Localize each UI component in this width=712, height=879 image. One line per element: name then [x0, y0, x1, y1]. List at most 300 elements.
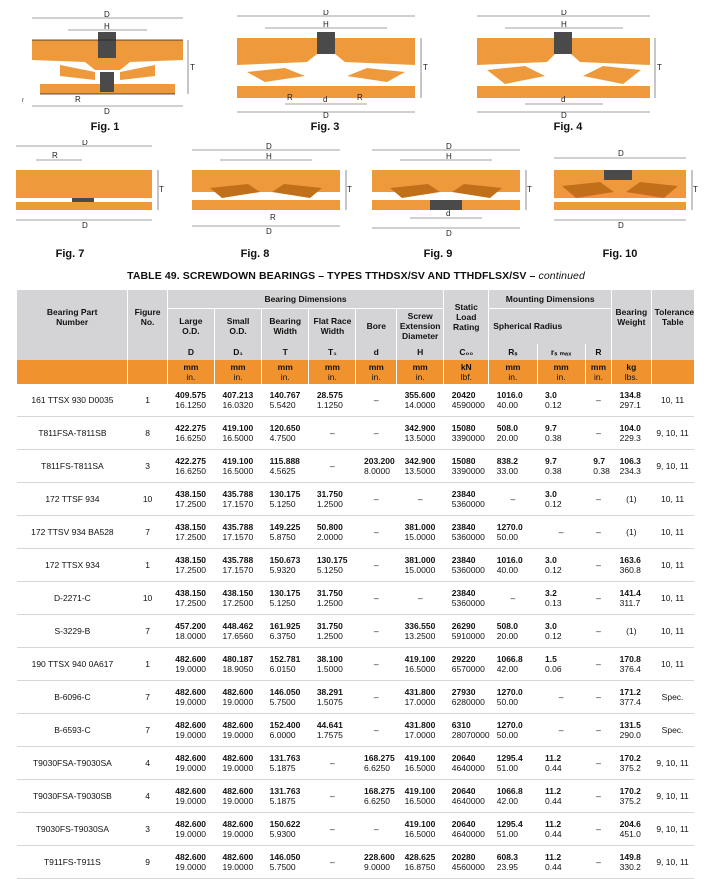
unit-cell: mm in. [262, 360, 309, 384]
svg-text:R: R [270, 213, 276, 222]
cell-rs: 11.2 0.44 [537, 846, 585, 879]
svg-text:T: T [159, 185, 164, 194]
svg-text:d: d [323, 95, 328, 104]
figure-3-drawing [225, 10, 430, 118]
cell-T: 131.763 5.1875 [262, 747, 309, 780]
cell-kg: 163.6 360.8 [612, 549, 651, 582]
figure-number: 4 [128, 780, 167, 813]
figure-number: 10 [128, 483, 167, 516]
cell-D1: 435.788 17.1570 [214, 516, 261, 549]
sym-R: R [585, 344, 611, 360]
cell-H: – [397, 483, 444, 516]
cell-kg: (1) [612, 516, 651, 549]
cell-H: 381.000 15.0000 [397, 516, 444, 549]
svg-text:D: D [561, 10, 567, 17]
cell-d: – [356, 813, 397, 846]
unit-cell: mm in. [489, 360, 537, 384]
unit-cell: mm in. [537, 360, 585, 384]
figure-7-drawing [2, 140, 170, 240]
tolerance-table: 10, 11 [651, 549, 694, 582]
cell-rs: 3.0 0.12 [537, 384, 585, 417]
cell-D: 409.575 16.1250 [167, 384, 214, 417]
table-row [17, 714, 694, 747]
unit-cell: mm in. [356, 360, 397, 384]
figure-7-caption: Fig. 7 [55, 248, 85, 260]
table-row [17, 384, 694, 417]
cell-R: – [585, 549, 611, 582]
cell-rs: 3.0 0.12 [537, 483, 585, 516]
cell-T: 140.767 5.5420 [262, 384, 309, 417]
cell-d: – [356, 648, 397, 681]
cell-Rs: 1016.0 40.00 [489, 549, 537, 582]
unit-cell: mm in. [397, 360, 444, 384]
cell-Rs: 1295.4 51.00 [489, 747, 537, 780]
col-header-weight: Bearing Weight [612, 290, 651, 344]
bearing-table [17, 290, 694, 879]
col-header-flat-race-width: Flat Race Width [309, 308, 356, 344]
cell-T1: 50.800 2.0000 [309, 516, 356, 549]
tolerance-table: 10, 11 [651, 648, 694, 681]
svg-text:D: D [323, 111, 329, 118]
cell-Rs: 1066.8 42.00 [489, 648, 537, 681]
tolerance-table: 9, 10, 11 [651, 813, 694, 846]
figure-number: 1 [128, 648, 167, 681]
svg-text:r: r [22, 98, 24, 104]
cell-R: – [585, 846, 611, 879]
cell-T1: – [309, 813, 356, 846]
cell-d: 203.200 8.0000 [356, 450, 397, 483]
cell-R: – [585, 813, 611, 846]
col-header-tolerance: Tolerance Table [654, 307, 695, 327]
cell-C: 23840 5360000 [444, 582, 489, 615]
svg-text:R: R [357, 93, 363, 102]
cell-D: 482.600 19.0000 [167, 714, 214, 747]
part-number: T9030FS-T9030SA [17, 813, 128, 846]
cell-C: 20640 4640000 [444, 780, 489, 813]
part-number: 190 TTSX 940 0A617 [17, 648, 128, 681]
figure-4-drawing [465, 10, 665, 118]
sym-C: C₀₀ [444, 344, 489, 360]
cell-T1: 31.750 1.2500 [309, 582, 356, 615]
part-number: B-6593-C [17, 714, 128, 747]
cell-D: 438.150 17.2500 [167, 549, 214, 582]
cell-H: 381.000 15.0000 [397, 549, 444, 582]
sym-T1: T₁ [309, 344, 356, 360]
sym-d: d [356, 344, 397, 360]
part-number: 161 TTSX 930 D0035 [17, 384, 128, 417]
cell-D1: 482.600 19.0000 [214, 714, 261, 747]
tolerance-table: 9, 10, 11 [651, 846, 694, 879]
cell-T1: 31.750 1.2500 [309, 615, 356, 648]
cell-C: 20640 4640000 [444, 747, 489, 780]
svg-text:D: D [618, 149, 624, 158]
tolerance-table: 10, 11 [651, 483, 694, 516]
figure-8-caption: Fig. 8 [240, 248, 270, 260]
cell-R: – [585, 483, 611, 516]
table-body [17, 384, 694, 879]
svg-text:T: T [693, 185, 698, 194]
cell-R: – [585, 747, 611, 780]
part-number: T9030FSA-T9030SB [17, 780, 128, 813]
table-row [17, 813, 694, 846]
cell-T1: 130.175 5.1250 [309, 549, 356, 582]
svg-text:T: T [190, 63, 195, 72]
cell-D1: 482.600 19.0000 [214, 681, 261, 714]
figure-4-caption: Fig. 4 [553, 121, 583, 133]
cell-d: – [356, 681, 397, 714]
dim-label-D: D [104, 10, 110, 19]
cell-R: – [585, 714, 611, 747]
col-header-bearing-width: Bearing Width [262, 308, 309, 344]
units-row [17, 360, 694, 384]
cell-T1: 28.575 1.1250 [309, 384, 356, 417]
tolerance-table: Spec. [651, 714, 694, 747]
figure-number: 7 [128, 615, 167, 648]
cell-D: 482.600 19.0000 [167, 813, 214, 846]
cell-kg: 106.3 234.3 [612, 450, 651, 483]
cell-T: 130.175 5.1250 [262, 483, 309, 516]
table-row [17, 681, 694, 714]
cell-Rs: – [489, 483, 537, 516]
col-header-small-od: Small O.D. [214, 308, 261, 344]
figure-3-caption: Fig. 3 [310, 121, 340, 133]
svg-text:H: H [323, 20, 329, 29]
cell-T: 152.400 6.0000 [262, 714, 309, 747]
cell-D1: 435.788 17.1570 [214, 549, 261, 582]
svg-text:d: d [446, 209, 451, 218]
cell-Rs: 838.2 33.00 [489, 450, 537, 483]
cell-D1: 482.600 19.0000 [214, 747, 261, 780]
cell-C: 27930 6280000 [444, 681, 489, 714]
col-header-part: Bearing Part Number [17, 290, 128, 344]
tolerance-table: 10, 11 [651, 384, 694, 417]
cell-C: 15080 3390000 [444, 450, 489, 483]
sym-D1: D₁ [214, 344, 261, 360]
cell-D1: 480.187 18.9050 [214, 648, 261, 681]
cell-T1: 44.641 1.7575 [309, 714, 356, 747]
part-number: D-2271-C [17, 582, 128, 615]
unit-cell [651, 360, 694, 384]
svg-text:D: D [104, 107, 110, 116]
part-number: 172 TTSV 934 BA528 [17, 516, 128, 549]
symbol-row [17, 344, 694, 360]
cell-T1: 38.100 1.5000 [309, 648, 356, 681]
svg-text:H: H [561, 20, 567, 29]
figure-number: 1 [128, 384, 167, 417]
part-number: 172 TTSX 934 [17, 549, 128, 582]
table-row [17, 450, 694, 483]
part-number: B-6096-C [17, 681, 128, 714]
cell-T: 146.050 5.7500 [262, 846, 309, 879]
part-number: T9030FSA-T9030SA [17, 747, 128, 780]
unit-cell: mm in. [585, 360, 611, 384]
svg-text:H: H [266, 152, 272, 161]
cell-rs: 3.0 0.12 [537, 549, 585, 582]
cell-d: – [356, 549, 397, 582]
cell-kg: (1) [612, 615, 651, 648]
cell-d: – [356, 582, 397, 615]
svg-text:d: d [561, 95, 566, 104]
group-header-mounting-dims: Mounting Dimensions [489, 290, 612, 308]
figure-8-drawing [180, 140, 355, 240]
cell-H: 342.900 13.5000 [397, 417, 444, 450]
cell-H: 419.100 16.5000 [397, 813, 444, 846]
cell-D: 422.275 16.6250 [167, 417, 214, 450]
cell-Rs: 508.0 20.00 [489, 615, 537, 648]
cell-T1: – [309, 780, 356, 813]
cell-rs: – [537, 516, 585, 549]
part-number: 172 TTSF 934 [17, 483, 128, 516]
cell-H: 431.800 17.0000 [397, 714, 444, 747]
tolerance-table: 9, 10, 11 [651, 450, 694, 483]
svg-text:D: D [82, 221, 88, 230]
cell-D: 482.600 19.0000 [167, 681, 214, 714]
table-row [17, 780, 694, 813]
figure-10-caption: Fig. 10 [602, 248, 638, 260]
table-row [17, 483, 694, 516]
col-header-figure: Figure No. [128, 290, 167, 344]
cell-D: 482.600 19.0000 [167, 846, 214, 879]
sym-T: T [262, 344, 309, 360]
cell-H: 431.800 17.0000 [397, 681, 444, 714]
cell-d: 228.600 9.0000 [356, 846, 397, 879]
svg-text:R: R [75, 95, 81, 104]
figure-1-drawing [20, 10, 195, 118]
figure-number: 7 [128, 681, 167, 714]
table-row [17, 549, 694, 582]
cell-T: 120.650 4.7500 [262, 417, 309, 450]
svg-text:H: H [104, 22, 110, 31]
table-row [17, 648, 694, 681]
cell-kg: 170.2 375.2 [612, 780, 651, 813]
figure-9-drawing [360, 140, 535, 240]
cell-Rs: 1016.0 40.00 [489, 384, 537, 417]
cell-H: 428.625 16.8750 [397, 846, 444, 879]
cell-T1: 38.291 1.5075 [309, 681, 356, 714]
cell-D: 438.150 17.2500 [167, 483, 214, 516]
table-title-main: TABLE 49. SCREWDOWN BEARINGS – TYPES TTHDSX/SV AND TTHDFLSX/SV – [127, 270, 536, 282]
cell-D: 438.150 17.2500 [167, 516, 214, 549]
cell-kg: 149.8 330.2 [612, 846, 651, 879]
cell-D: 438.150 17.2500 [167, 582, 214, 615]
cell-C: 15080 3390000 [444, 417, 489, 450]
cell-rs: – [537, 681, 585, 714]
cell-kg: 104.0 229.3 [612, 417, 651, 450]
unit-cell: mm in. [309, 360, 356, 384]
cell-Rs: 508.0 20.00 [489, 417, 537, 450]
col-header-large-od: Large O.D. [167, 308, 214, 344]
cell-C: 23840 5360000 [444, 516, 489, 549]
cell-R: – [585, 417, 611, 450]
cell-R: – [585, 648, 611, 681]
cell-D1: 419.100 16.5000 [214, 450, 261, 483]
group-header-bearing-dims: Bearing Dimensions [167, 290, 443, 308]
cell-rs: 9.7 0.38 [537, 450, 585, 483]
unit-cell: kg lbs. [612, 360, 651, 384]
cell-H: 355.600 14.0000 [397, 384, 444, 417]
cell-rs: 9.7 0.38 [537, 417, 585, 450]
sym-rs: rₛ ₘₐₓ [537, 344, 585, 360]
svg-text:R: R [287, 93, 293, 102]
cell-T1: 31.750 1.2500 [309, 483, 356, 516]
cell-rs: 3.2 0.13 [537, 582, 585, 615]
figure-number: 10 [128, 582, 167, 615]
col-header-spherical-radius: Spherical Radius [489, 308, 612, 344]
cell-D1: 482.600 19.0000 [214, 846, 261, 879]
cell-Rs: 1270.0 50.00 [489, 516, 537, 549]
cell-H: 419.100 16.5000 [397, 747, 444, 780]
cell-D1: 482.600 19.0000 [214, 813, 261, 846]
cell-kg: 171.2 377.4 [612, 681, 651, 714]
cell-C: 26290 5910000 [444, 615, 489, 648]
cell-T: 161.925 6.3750 [262, 615, 309, 648]
cell-T: 131.763 5.1875 [262, 780, 309, 813]
table-row [17, 615, 694, 648]
table-row [17, 747, 694, 780]
cell-C: 29220 6570000 [444, 648, 489, 681]
cell-T: 150.622 5.9300 [262, 813, 309, 846]
cell-T: 115.888 4.5625 [262, 450, 309, 483]
cell-R: – [585, 582, 611, 615]
cell-D: 482.600 19.0000 [167, 648, 214, 681]
table-row [17, 582, 694, 615]
part-number: T811FSA-T811SB [17, 417, 128, 450]
tolerance-table: 9, 10, 11 [651, 780, 694, 813]
cell-R: – [585, 780, 611, 813]
cell-D1: 419.100 16.5000 [214, 417, 261, 450]
sym-D: D [167, 344, 214, 360]
cell-C: 20640 4640000 [444, 813, 489, 846]
part-number: T811FS-T811SA [17, 450, 128, 483]
cell-R: 9.7 0.38 [585, 450, 611, 483]
cell-H: 342.900 13.5000 [397, 450, 444, 483]
cell-d: 168.275 6.6250 [356, 747, 397, 780]
svg-text:D: D [323, 10, 329, 17]
svg-text:D: D [446, 142, 452, 151]
cell-T1: – [309, 747, 356, 780]
cell-d: – [356, 714, 397, 747]
cell-T1: – [309, 846, 356, 879]
table-row [17, 516, 694, 549]
cell-D1: 438.150 17.2500 [214, 582, 261, 615]
tolerance-table: 9, 10, 11 [651, 747, 694, 780]
cell-D1: 482.600 19.0000 [214, 780, 261, 813]
cell-R: – [585, 615, 611, 648]
cell-T: 150.673 5.9320 [262, 549, 309, 582]
cell-D1: 435.788 17.1570 [214, 483, 261, 516]
table-row [17, 417, 694, 450]
figure-number: 1 [128, 549, 167, 582]
cell-T: 149.225 5.8750 [262, 516, 309, 549]
cell-d: – [356, 615, 397, 648]
col-header-bore: Bore [356, 308, 397, 344]
cell-R: – [585, 384, 611, 417]
table-title-continued: continued [538, 270, 585, 282]
cell-D: 422.275 16.6250 [167, 450, 214, 483]
cell-Rs: 1295.4 51.00 [489, 813, 537, 846]
cell-rs: 11.2 0.44 [537, 780, 585, 813]
part-number: S-3229-B [17, 615, 128, 648]
svg-text:D: D [266, 142, 272, 151]
table-title [0, 270, 712, 282]
sym-Rs: Rₛ [489, 344, 537, 360]
figure-number: 9 [128, 846, 167, 879]
cell-T: 146.050 5.7500 [262, 681, 309, 714]
cell-d: – [356, 516, 397, 549]
cell-Rs: 1270.0 50.00 [489, 714, 537, 747]
cell-Rs: 1066.8 42.00 [489, 780, 537, 813]
svg-text:T: T [423, 63, 428, 72]
cell-kg: 204.6 451.0 [612, 813, 651, 846]
figure-1-caption: Fig. 1 [90, 121, 120, 133]
part-number: T911FS-T911S [17, 846, 128, 879]
cell-C: 6310 28070000 [444, 714, 489, 747]
cell-D: 482.600 19.0000 [167, 747, 214, 780]
tolerance-table: Spec. [651, 681, 694, 714]
cell-T1: – [309, 450, 356, 483]
cell-D1: 407.213 16.0320 [214, 384, 261, 417]
cell-Rs: 608.3 23.95 [489, 846, 537, 879]
tolerance-table: 10, 11 [651, 516, 694, 549]
svg-text:R: R [52, 151, 58, 160]
cell-d: – [356, 483, 397, 516]
cell-R: – [585, 681, 611, 714]
cell-C: 23840 5360000 [444, 549, 489, 582]
figure-10-drawing [540, 140, 705, 240]
cell-D: 482.600 19.0000 [167, 780, 214, 813]
cell-C: 20280 4560000 [444, 846, 489, 879]
svg-text:D: D [618, 221, 624, 230]
svg-text:H: H [446, 152, 452, 161]
cell-H: 336.550 13.2500 [397, 615, 444, 648]
col-header-screw-ext: Screw Extension Diameter [397, 308, 444, 344]
cell-D: 457.200 18.0000 [167, 615, 214, 648]
cell-d: 168.275 6.6250 [356, 780, 397, 813]
svg-text:D: D [561, 111, 567, 118]
svg-text:D: D [82, 140, 88, 147]
svg-text:T: T [657, 63, 662, 72]
unit-cell: kN lbf. [444, 360, 489, 384]
cell-rs: 1.5 0.06 [537, 648, 585, 681]
cell-kg: 131.5 290.0 [612, 714, 651, 747]
table-row [17, 846, 694, 879]
tolerance-table: 10, 11 [651, 582, 694, 615]
cell-kg: 170.8 376.4 [612, 648, 651, 681]
cell-T: 130.175 5.1250 [262, 582, 309, 615]
cell-Rs: – [489, 582, 537, 615]
cell-H: – [397, 582, 444, 615]
figure-number: 3 [128, 450, 167, 483]
col-header-static-load: Static Load Rating [444, 290, 489, 344]
sym-H: H [397, 344, 444, 360]
cell-rs: 11.2 0.44 [537, 813, 585, 846]
tolerance-table: 9, 10, 11 [651, 417, 694, 450]
cell-d: – [356, 384, 397, 417]
cell-rs: – [537, 714, 585, 747]
unit-cell: mm in. [167, 360, 214, 384]
cell-H: 419.100 16.5000 [397, 780, 444, 813]
figure-9-caption: Fig. 9 [423, 248, 453, 260]
svg-text:T: T [527, 185, 532, 194]
unit-cell: mm in. [214, 360, 261, 384]
figure-number: 3 [128, 813, 167, 846]
figure-number: 4 [128, 747, 167, 780]
cell-D1: 448.462 17.6560 [214, 615, 261, 648]
svg-text:D: D [266, 227, 272, 236]
cell-T1: – [309, 417, 356, 450]
figure-number: 8 [128, 417, 167, 450]
tolerance-table: 10, 11 [651, 615, 694, 648]
